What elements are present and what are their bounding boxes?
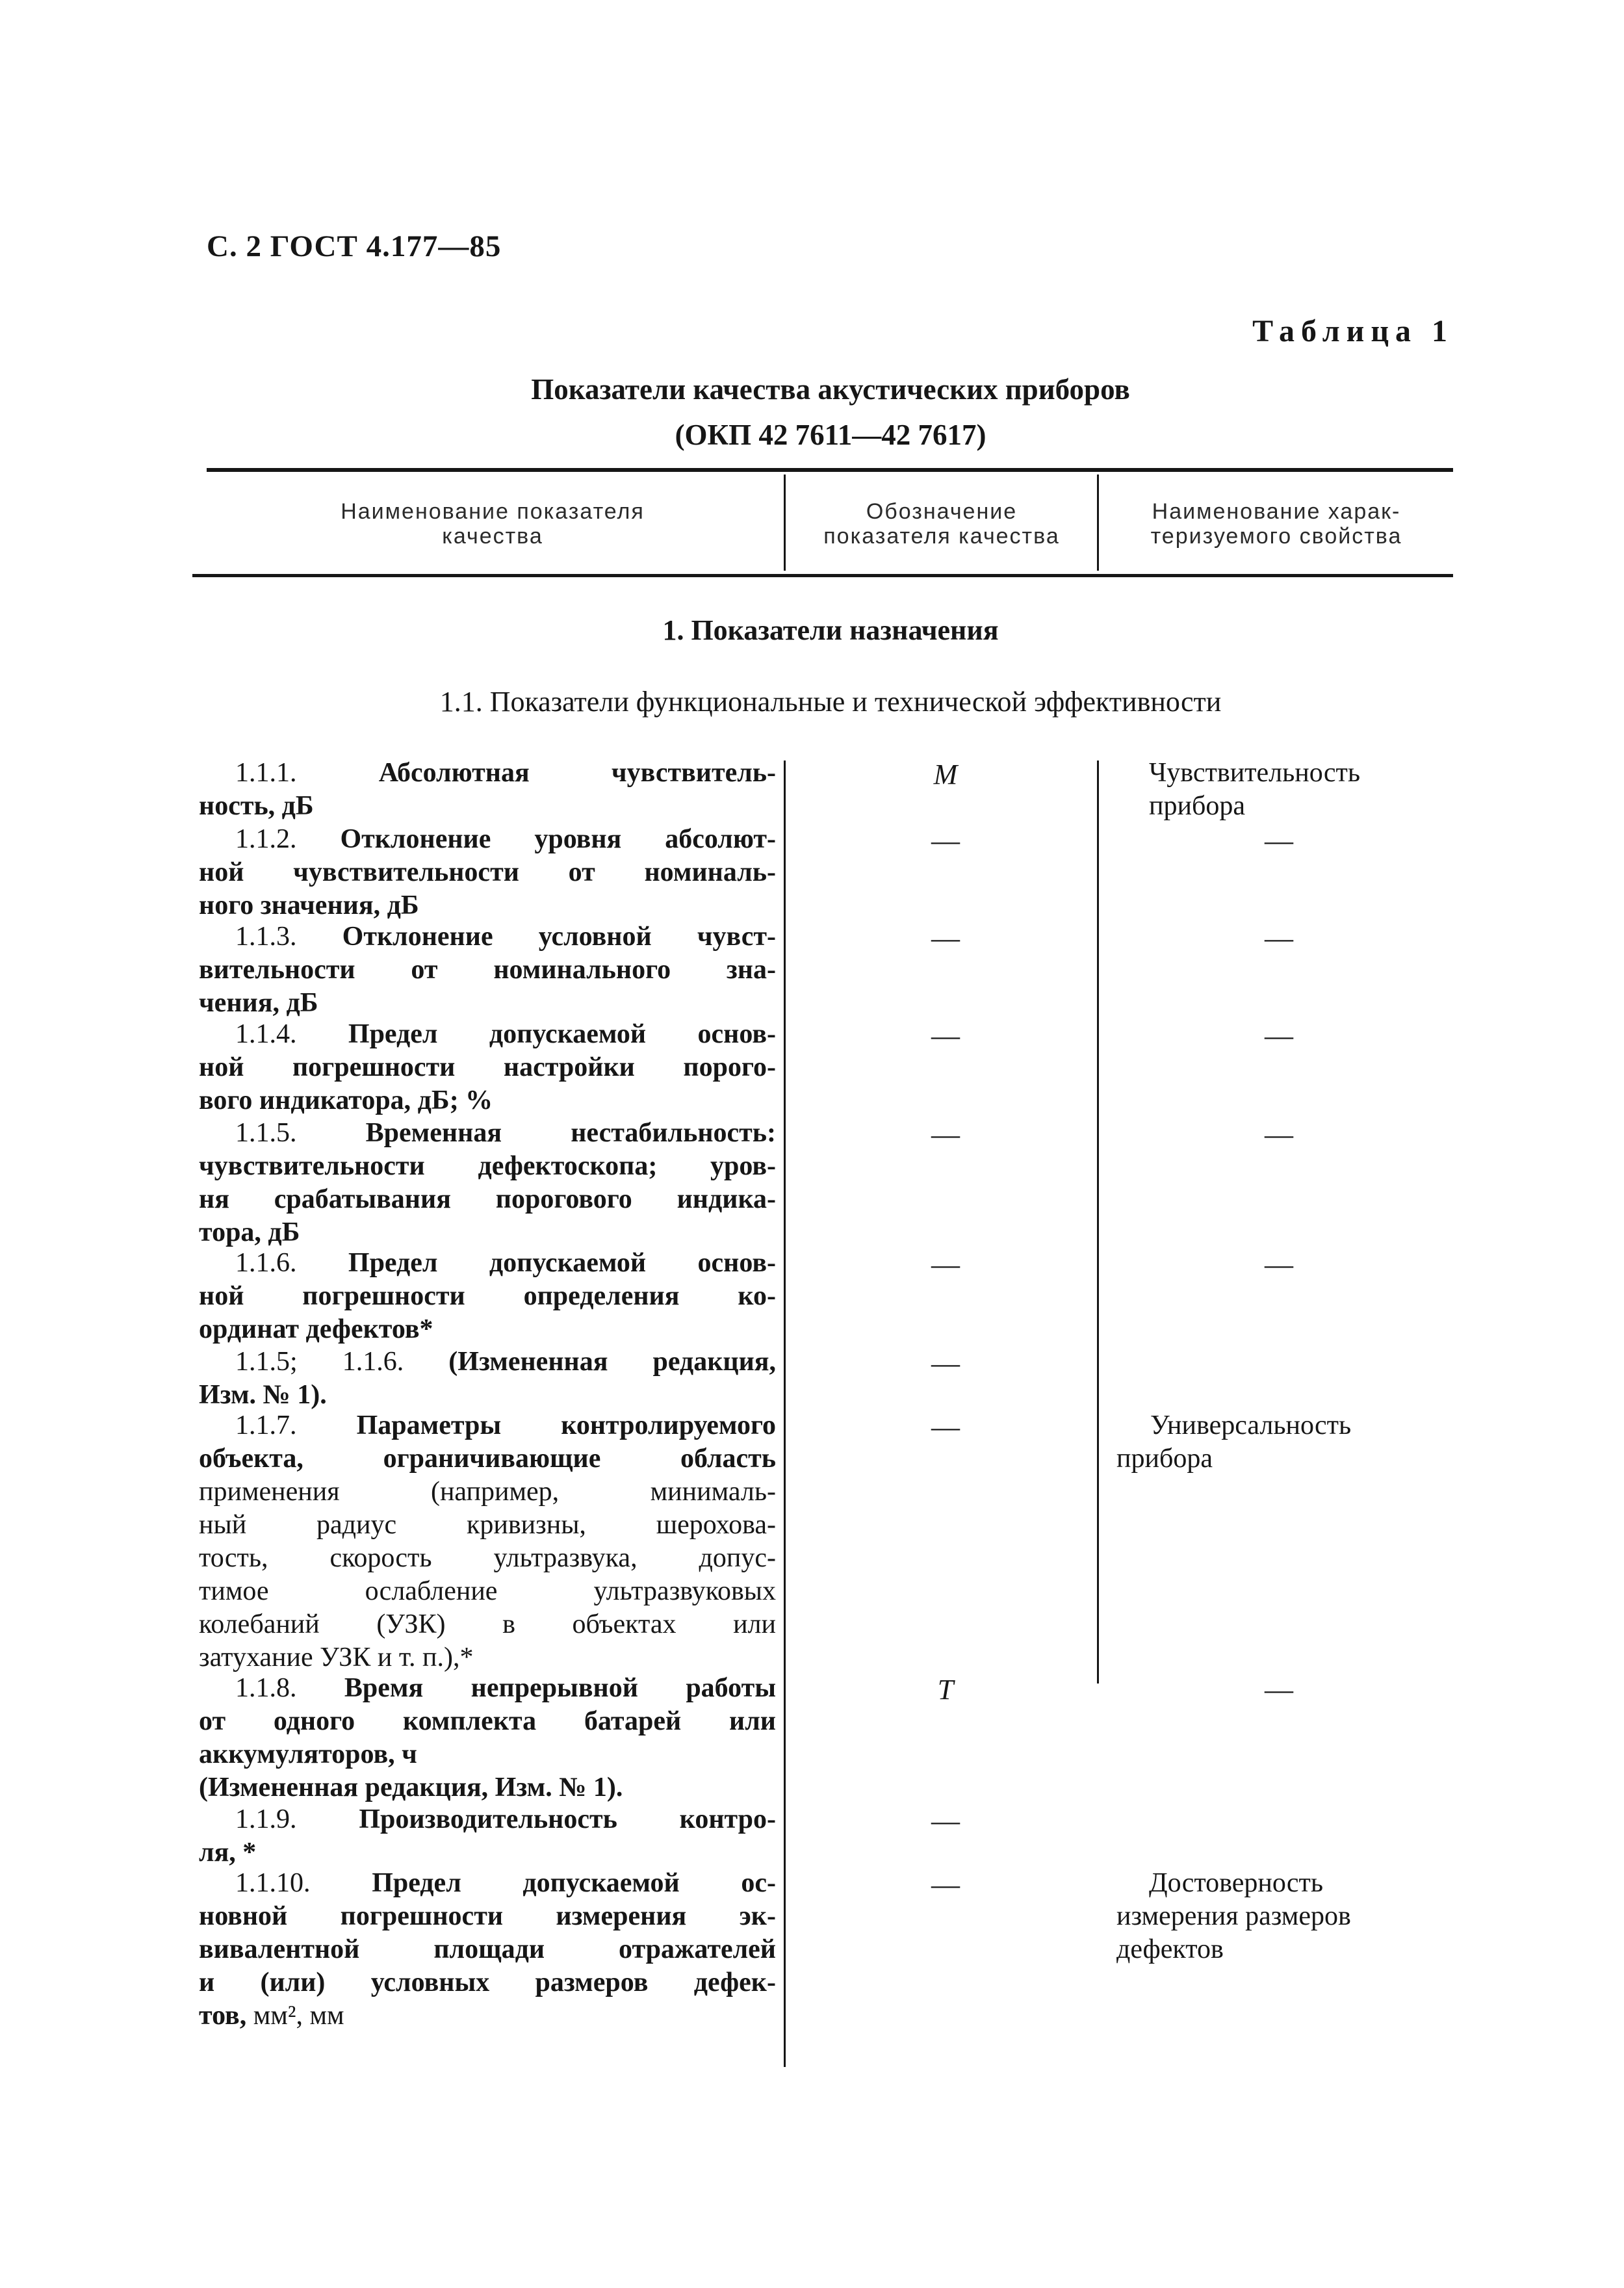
column-header-name: Наименование показателя качества [341, 499, 645, 549]
symbol-1-1-1: M [933, 759, 958, 790]
table-top-rule [207, 468, 1453, 472]
header-column-divider-2 [1097, 474, 1099, 571]
section-title: 1. Показатели назначения [662, 614, 999, 646]
symbol-1-1-9: — [931, 1805, 960, 1837]
property-1-1-2: — [1265, 825, 1293, 857]
symbol-1-1-4: — [931, 1020, 960, 1052]
table-row-1-1-3: 1.1.3. Отклонение условной чувст- вительности от номинального зна- чения, дБ [199, 922, 776, 1018]
symbol-1-1-3: — [931, 922, 960, 954]
table-row-1-1-10: 1.1.10. Предел допускаемой ос- новной погрешности измерения эк- вивалентной площади отражателей и (или) условных размеров дефек- тов, мм², мм [199, 1868, 777, 2031]
property-1-1-4: — [1265, 1020, 1293, 1052]
table-title [207, 367, 1454, 458]
table-row-1-1-5: 1.1.5. Временная нестабильность: чувствительности дефектоскопа; уров- ня срабатывания порогового индика- тора, дБ [199, 1118, 776, 1247]
property-1-1-5: — [1265, 1119, 1293, 1150]
page-header: С. 2 ГОСТ 4.177—85 [207, 229, 502, 263]
header-column-divider-1 [784, 474, 786, 571]
subsection-title: 1.1. Показатели функциональные и технической эффективности [439, 686, 1222, 718]
symbol-amendment-1-1-5-1-1-6: — [931, 1347, 960, 1379]
property-1-1-8: — [1265, 1674, 1293, 1706]
property-1-1-10: Достоверность измерения размеров дефектов [1116, 1868, 1351, 1964]
table-row-1-1-4: 1.1.4. Предел допускаемой основ- ной погрешности настройки порого- вого индикатора, дБ; % [199, 1019, 776, 1115]
symbol-1-1-8: T [937, 1674, 954, 1706]
symbol-1-1-6: — [931, 1249, 960, 1280]
table-row-amendment-1-1-5-1-1-6: 1.1.5; 1.1.6. (Измененная редакция, Изм. № 1). [199, 1347, 777, 1410]
property-1-1-7: Универсальность прибора [1116, 1410, 1352, 1474]
property-1-1-3: — [1265, 922, 1293, 954]
table-row-1-1-7: 1.1.7. Параметры контролируемого объекта, ограничивающие область применения (например, минималь- ный радиус кривизны, шерохова- тость, скорость ультразвука, допус- тимое ослабление ультразвуковых колебаний (УЗК) в объектах или затухание УЗК и т. п.),* [199, 1410, 776, 1672]
table-header-bottom-rule [192, 574, 1453, 577]
body-column-divider-2 [1097, 760, 1099, 1684]
column-header-property: Наименование харак- теризуемого свойства [1150, 499, 1402, 549]
symbol-1-1-5: — [931, 1119, 960, 1150]
body-column-divider-1 [784, 760, 786, 2067]
table-title-line1: Показатели качества акустических приборов [531, 373, 1130, 406]
column-header-symbol: Обозначение показателя качества [823, 499, 1060, 549]
table-row-1-1-6: 1.1.6. Предел допускаемой основ- ной погрешности определения ко- ординат дефектов* [199, 1248, 776, 1344]
table-row-1-1-9: 1.1.9. Производительность контро- ля, * [199, 1804, 777, 1867]
symbol-1-1-2: — [931, 825, 960, 857]
table-row-1-1-2: 1.1.2. Отклонение уровня абсолют- ной чувствительности от номиналь- ного значения, дБ [199, 824, 777, 920]
table-label: Таблица 1 [1252, 314, 1454, 348]
property-1-1-6: — [1265, 1249, 1293, 1280]
property-1-1-1: Чувствительность прибора [1149, 758, 1360, 821]
symbol-1-1-10: — [931, 1869, 960, 1901]
symbol-1-1-7: — [931, 1411, 960, 1443]
table-title-line2: (ОКП 42 7611—42 7617) [675, 419, 986, 451]
table-row-1-1-1: 1.1.1. Абсолютная чувствитель- ность, дБ [199, 758, 777, 821]
table-row-1-1-8: 1.1.8. Время непрерывной работы от одного комплекта батарей или аккумуляторов, ч (Измененная редакция, Изм. № 1). [199, 1673, 776, 1802]
